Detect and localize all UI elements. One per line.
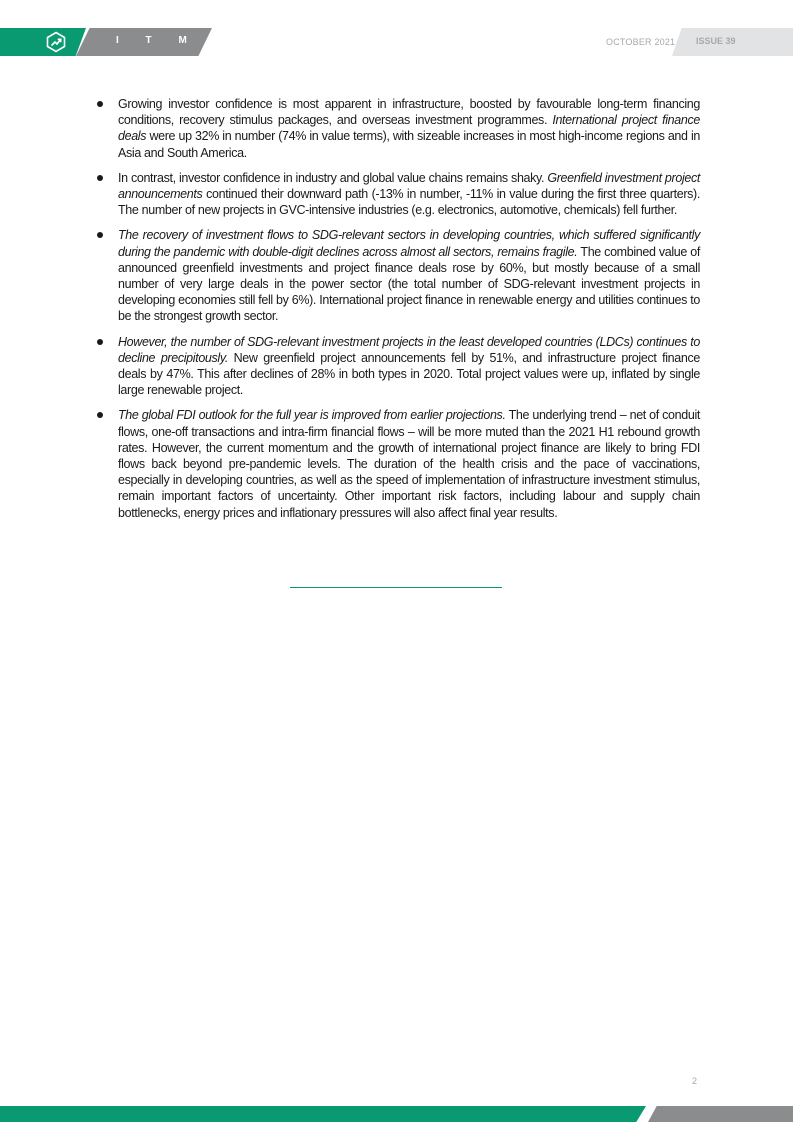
bullet-italic-lead: The global FDI outlook for the full year is improved from earlier projections. [118,408,506,423]
bullet-dot-icon [97,232,103,238]
page-header [0,28,793,56]
section-divider [290,587,502,588]
bullet-dot-icon [97,339,103,345]
body-content [97,96,700,530]
bullet-text: were up 32% in number (74% in value terms), with sizeable increases in most high-income regions and in Asia and South America. [118,129,700,160]
bullet-item [97,407,700,520]
bullet-dot-icon [97,101,103,107]
bullet-text: New greenfield project announcements fell by 51%, and infrastructure project finance deals by 47%. This after declines of 28% in both types in 2020. Total project values were up, inflated by single large renewable project. [118,350,700,398]
bullet-item [97,96,700,161]
bullet-text: The combined value of announced greenfield investments and project finance deals rose by 60%, but mostly because of a small number of very large deals in the power sector (the total number of SDG-relevant investment projects in developing economies still fell by 6%). International project finance in renewable energy and utilities continues to be the strongest growth sector. [118,244,701,324]
issue-number: ISSUE 39 [696,36,736,46]
page-number: 2 [692,1076,698,1086]
trend-up-icon [45,31,67,53]
bullet-italic-lead: However, the number of SDG-relevant investment projects in the least developed countries (LDCs) continues to decline precipitously. [118,334,700,365]
bullet-text: continued their downward path (-13% in number, -11% in value during the first three quarters). The number of new projects in GVC-intensive industries (e.g. electronics, automotive, chemicals) fell further. [118,187,700,218]
key-findings-list [97,96,700,521]
footer-green-band [0,1106,646,1122]
bullet-item [97,170,700,219]
bullet-dot-icon [97,412,103,418]
footer-gray-band [648,1106,793,1122]
header-green-band [0,28,86,56]
bullet-dot-icon [97,175,103,181]
bullet-italic-term: International project finance deals [118,113,700,144]
issue-date: OCTOBER 2021 [606,37,676,47]
bullet-text: In contrast, investor confidence in industry and global value chains remains shaky. [118,170,548,185]
bullet-item [97,334,700,399]
bullet-text: Growing investor confidence is most apparent in infrastructure, boosted by favourable long-term financing conditions, recovery stimulus packages, and overseas investment programmes. [118,97,700,128]
publication-logo-text: I T M [116,35,199,46]
bullet-item [97,227,700,324]
bullet-text: The underlying trend – net of conduit flows, one-off transactions and intra-firm financial flows – will be more muted than the 2021 H1 rebound growth rates. However, the current momentum and the growth of international project finance are likely to bring FDI flows back beyond pre-pandemic levels. The duration of the health crisis and the pace of vaccinations, especially in developing countries, as well as the speed of implementation of infrastructure investment stimulus, remain important factors of uncertainty. Other important risk factors, including labour and supply chain bottlenecks, energy prices and inflationary pressures will also affect final year results. [118,408,701,520]
bullet-italic-term: Greenfield investment project announcements [118,170,700,202]
bullet-italic-lead: The recovery of investment flows to SDG-relevant sectors in developing countries, which suffered significantly during the pandemic with double-digit declines across almost all sectors, remains fragile. [118,228,700,259]
